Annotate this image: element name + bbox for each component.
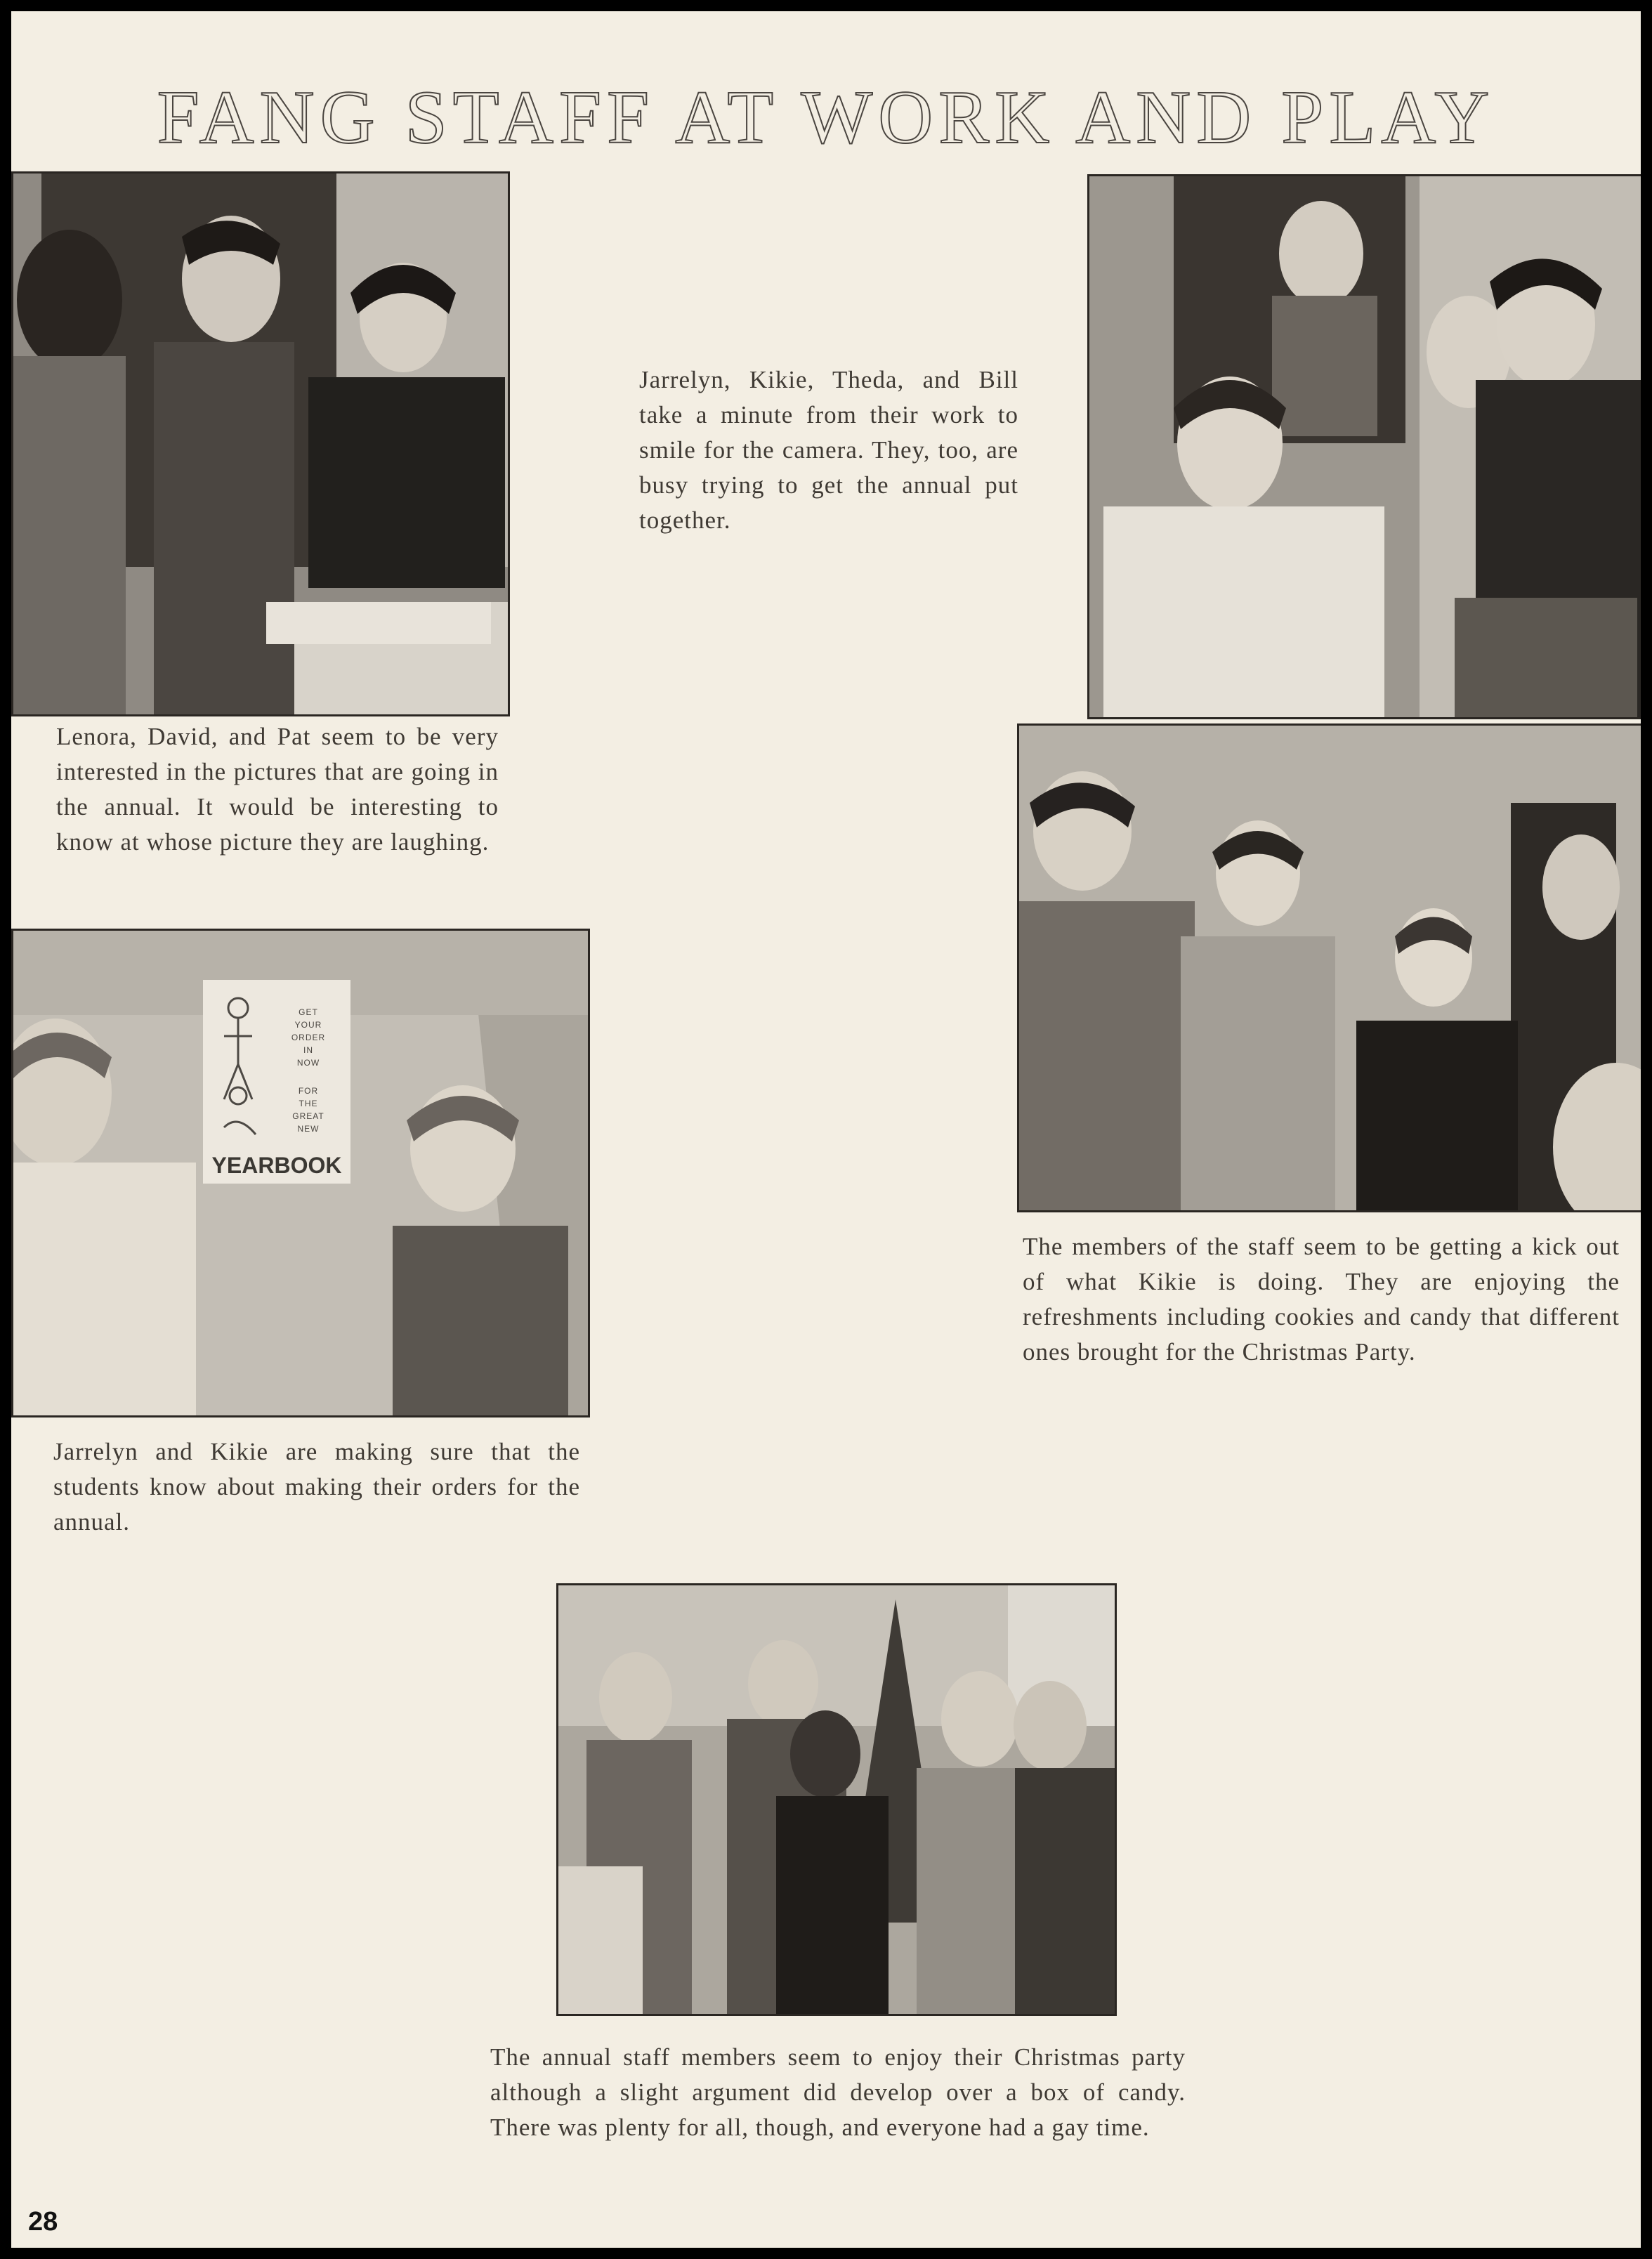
photo-four-staff-smiling <box>1087 174 1641 719</box>
yearbook-page <box>11 11 1641 2248</box>
photo5-image <box>558 1585 1115 2014</box>
caption-staff-refreshments: The members of the staff seem to be getting a kick out of what Kikie is doing. They are enjoying the refreshments including cookies and candy that different ones brought for the Christmas Party. <box>1023 1233 1620 1366</box>
caption-lenora-david-pat: Lenora, David, and Pat seem to be very interested in the pictures that are going in the annual. It would be interesting to know at whose picture they are laughing. <box>56 723 499 856</box>
photo3-image <box>13 931 588 1415</box>
page-number: 28 <box>28 2207 58 2237</box>
caption-christmas-party: The annual staff members seem to enjoy their Christmas party although a slight argument did develop over a box of candy. There was plenty for all, though, and everyone had a gay time. <box>490 2043 1186 2141</box>
photo1-image <box>13 173 508 714</box>
caption-jarrelyn-kikie-orders: Jarrelyn and Kikie are making sure that the students know about making their orders for the annual. <box>53 1438 580 1536</box>
poster-line-9: NEW <box>297 1124 320 1134</box>
photo2-image <box>1089 176 1641 717</box>
poster-headline: YEARBOOK <box>211 1153 342 1178</box>
photo-lenora-david-pat <box>11 171 510 716</box>
poster-line-2: YOUR <box>294 1020 322 1030</box>
photo4-image <box>1019 726 1641 1210</box>
poster-line-1: GET <box>299 1007 318 1017</box>
photo-christmas-party <box>556 1583 1117 2016</box>
caption-jarrelyn-kikie-theda-bill: Jarrelyn, Kikie, Theda, and Bill take a minute from their work to smile for the camera. They, too, are busy trying to get the annual put together. <box>639 366 1018 534</box>
poster-line-8: GREAT <box>292 1111 324 1121</box>
photo-yearbook-poster <box>11 929 590 1417</box>
poster-line-6: FOR <box>298 1086 319 1096</box>
poster-line-3: ORDER <box>291 1033 326 1042</box>
poster-line-4: IN <box>303 1045 313 1055</box>
poster-line-5: NOW <box>296 1058 320 1068</box>
photo-staff-refreshments <box>1017 723 1641 1212</box>
page-title: FANG STAFF AT WORK AND PLAY <box>157 76 1495 159</box>
poster-line-7: THE <box>299 1099 318 1108</box>
